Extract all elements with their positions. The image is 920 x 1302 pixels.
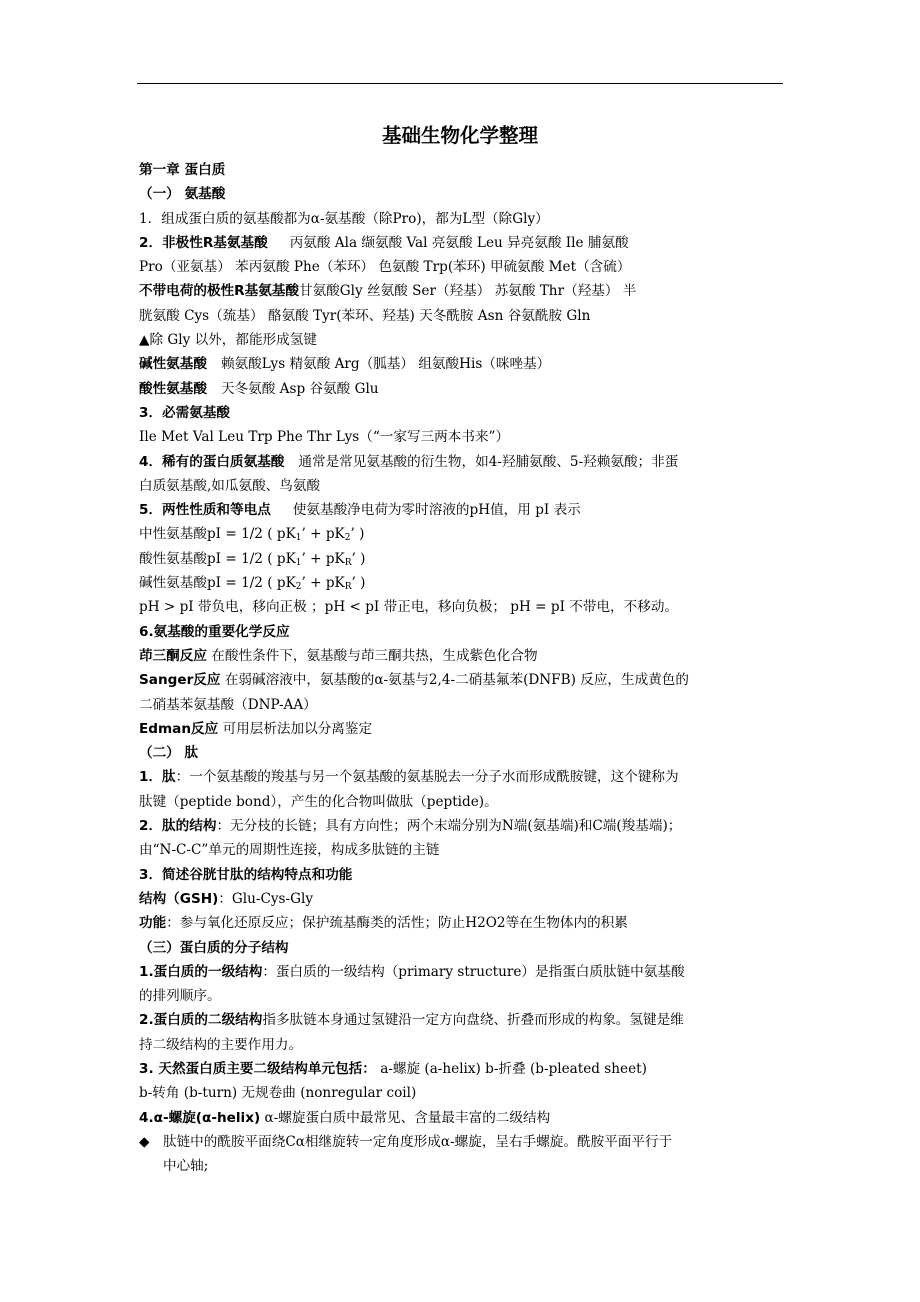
paragraph-line	[139, 1008, 784, 1032]
item-heading: 1．肽	[139, 769, 176, 786]
paragraph-line	[139, 911, 784, 935]
formula-part: ’ + pK	[301, 550, 345, 567]
item-heading: Sanger反应	[139, 672, 221, 689]
formula-part: 酸性氨基酸pI = 1/2 ( pK	[139, 550, 296, 567]
paragraph-line	[139, 668, 784, 692]
item-text: 甘氨酸Gly 丝氨酸 Ser（羟基） 苏氨酸 Thr（羟基） 半	[299, 283, 637, 300]
item-heading: 2．肽的结构	[139, 818, 217, 835]
item-heading: 3. 天然蛋白质主要二级结构单元包括：	[139, 1060, 376, 1077]
formula-subscript: 2	[344, 533, 351, 544]
section-heading-structure: （三）蛋白质的分子结构	[139, 939, 289, 956]
formula-part: ’ + pK	[301, 575, 345, 592]
paragraph-line: Pro（亚氨基） 苯丙氨酸 Phe（苯环） 色氨酸 Trp(苯环) 甲硫氨酸 Met（含硫）	[139, 259, 631, 276]
header-rule	[137, 83, 783, 84]
formula-subscript: R	[344, 582, 352, 593]
paragraph-line	[139, 450, 784, 474]
paragraph-line	[139, 644, 784, 668]
paragraph-line: 1．组成蛋白质的氨基酸都为α-氨基酸（除Pro)，都为L型（除Gly）	[139, 210, 549, 227]
paragraph-line	[139, 352, 784, 376]
paragraph-line	[139, 1057, 784, 1081]
item-heading: 4．稀有的蛋白质氨基酸	[139, 453, 285, 470]
item-text: 天冬氨酸 Asp 谷氨酸 Glu	[220, 380, 379, 397]
document-title: 基础生物化学整理	[381, 124, 538, 147]
formula-part: ’ )	[351, 575, 366, 592]
formula-part: ’ )	[350, 526, 365, 543]
formula-subscript: 1	[295, 533, 302, 544]
paragraph-line	[139, 814, 784, 838]
paragraph-line: b-转角 (b-turn) 无规卷曲 (nonregular coil)	[139, 1085, 417, 1102]
paragraph-line: Ile Met Val Leu Trp Phe Thr Lys（“一家写三两本书来”）	[139, 429, 510, 446]
item-text: 使氨基酸净电荷为零时溶液的pH值，用 pI 表示	[292, 502, 581, 519]
paragraph-line	[139, 231, 784, 255]
paragraph-line: 由“N-C-C”单元的周期性连接，构成多肽链的主链	[139, 842, 440, 859]
formula-part: 中性氨基酸pI = 1/2 ( pK	[139, 526, 296, 543]
paragraph-line: pH > pI 带负电，移向正极 ；pH < pI 带正电，移向负极； pH = pI 不带电，不移动。	[139, 599, 679, 616]
formula-subscript: 2	[295, 582, 302, 593]
item-text: ：无分枝的长链；具有方向性；两个末端分别为N端(氨基端)和C端(羧基端)；	[216, 818, 682, 835]
paragraph-line: 二硝基苯氨基酸（DNP-AA）	[139, 696, 317, 713]
formula-basic	[139, 571, 784, 595]
item-heading: 5．两性性质和等电点	[139, 502, 271, 519]
item-heading: Edman反应	[139, 720, 219, 737]
item-heading: 3．必需氨基酸	[139, 404, 231, 421]
item-heading: 功能	[139, 915, 167, 932]
item-heading: 2.蛋白质的二级结构	[139, 1012, 263, 1029]
item-heading: 结构（GSH)	[139, 890, 219, 907]
document-body	[139, 158, 784, 1178]
paragraph-line	[139, 717, 784, 741]
chapter-heading: 第一章 蛋白质	[139, 162, 226, 178]
paragraph-line	[139, 1106, 784, 1130]
paragraph-line: 白质氨基酸,如瓜氨酸、鸟氨酸	[139, 477, 321, 494]
item-heading: 酸性氨基酸	[139, 380, 207, 397]
item-heading: 茚三酮反应	[139, 647, 207, 664]
item-heading: 不带电荷的极性R基氨基酸	[139, 283, 299, 300]
item-text: 指多肽链本身通过氢键沿一定方向盘绕、折叠而形成的构象。氢键是维	[262, 1012, 684, 1029]
formula-neutral	[139, 522, 784, 546]
formula-part: 碱性氨基酸pI = 1/2 ( pK	[139, 575, 296, 592]
section-heading-peptides: （二） 肽	[139, 745, 199, 762]
item-text: ：Glu-Cys-Gly	[218, 890, 314, 907]
bullet-continuation: 中心轴;	[163, 1158, 209, 1175]
item-text: 赖氨酸Lys 精氨酸 Arg（胍基） 组氨酸His（咪唑基）	[220, 356, 551, 373]
item-text: ：一个氨基酸的羧基与另一个氨基酸的氨基脱去一分子水而形成酰胺键，这个键称为	[175, 769, 679, 786]
paragraph-line	[139, 960, 784, 984]
diamond-bullet-icon: ◆	[139, 1133, 150, 1150]
formula-part: ’ )	[351, 550, 366, 567]
item-text: 通常是常见氨基酸的衍生物，如4-羟脯氨酸、5-羟赖氨酸；非蛋	[298, 453, 679, 470]
paragraph-line: 胱氨酸 Cys（巯基） 酪氨酸 Tyr(苯环、羟基) 天冬酰胺 Asn 谷氨酰胺 Gln	[139, 307, 591, 324]
paragraph-line	[139, 377, 784, 401]
paragraph-line: ▲除 Gly 以外，都能形成氢键	[139, 332, 317, 349]
formula-subscript: 1	[295, 557, 302, 568]
item-heading: 1.蛋白质的一级结构	[139, 963, 263, 980]
formula-acidic	[139, 547, 784, 571]
formula-part: ’ + pK	[301, 526, 345, 543]
item-heading: 碱性氨基酸	[139, 356, 207, 373]
item-text: ：蛋白质的一级结构（primary structure）是指蛋白质肽链中氨基酸	[262, 963, 685, 980]
item-heading: 6.氨基酸的重要化学反应	[139, 623, 290, 640]
item-text: ：参与氧化还原反应；保护巯基酶类的活性；防止H2O2等在生物体内的积累	[166, 915, 628, 932]
item-text: α-螺旋蛋白质中最常见、含量最丰富的二级结构	[264, 1109, 551, 1126]
item-heading: 4.α-螺旋(α-helix)	[139, 1109, 261, 1126]
paragraph-line	[139, 279, 784, 303]
section-heading-amino-acids: （一） 氨基酸	[139, 186, 226, 203]
paragraph-line: 的排列顺序。	[139, 988, 221, 1005]
item-text: 肽链中的酰胺平面绕Cα相继旋转一定角度形成α-螺旋，呈右手螺旋。酰胺平面平行于	[163, 1133, 673, 1150]
item-text: 在酸性条件下，氨基酸与茚三酮共热，生成紫色化合物	[211, 647, 538, 664]
item-text: 可用层析法加以分离鉴定	[222, 720, 373, 737]
paragraph-line: 持二级结构的主要作用力。	[139, 1036, 303, 1053]
item-text: 在弱碱溶液中，氨基酸的α-氨基与2,4-二硝基氟苯(DNFB) 反应，生成黄色的	[224, 672, 689, 689]
paragraph-line: 肽键（peptide bond），产生的化合物叫做肽（peptide)。	[139, 793, 498, 810]
paragraph-line	[139, 765, 784, 789]
formula-subscript: R	[344, 557, 352, 568]
item-text: a-螺旋 (a-helix) b-折叠 (b-pleated sheet)	[380, 1060, 647, 1077]
bullet-item	[139, 1130, 784, 1154]
item-text: 丙氨酸 Ala 缬氨酸 Val 亮氨酸 Leu 异亮氨酸 Ile 脯氨酸	[289, 234, 629, 251]
item-heading: 3．简述谷胱甘肽的结构特点和功能	[139, 866, 353, 883]
item-heading: 2．非极性R基氨基酸	[139, 234, 268, 251]
paragraph-line	[139, 498, 784, 522]
paragraph-line	[139, 887, 784, 911]
